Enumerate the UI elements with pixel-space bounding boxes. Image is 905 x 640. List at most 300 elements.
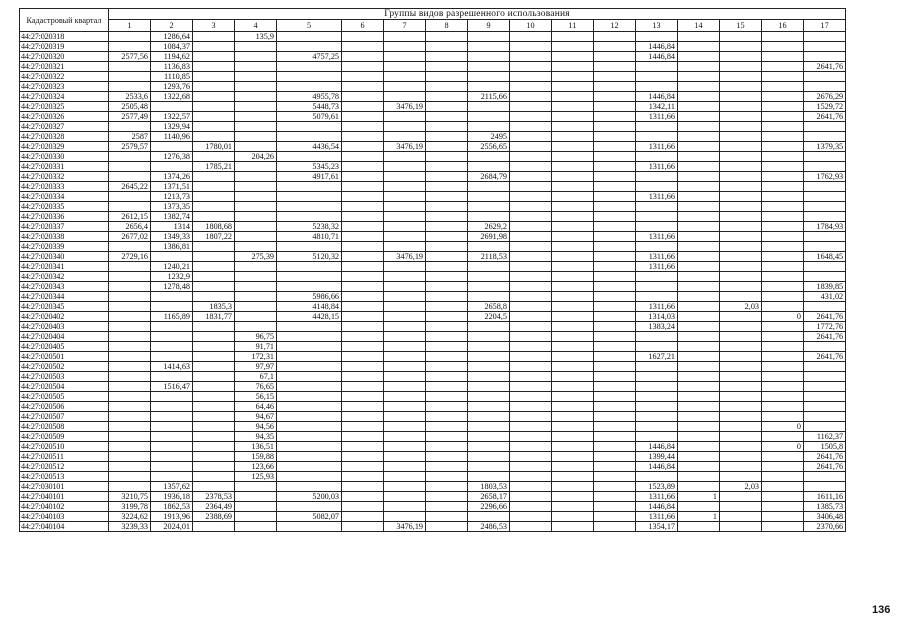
value-cell <box>109 402 151 412</box>
value-cell <box>636 202 678 212</box>
value-cell <box>678 192 720 202</box>
value-cell <box>277 352 342 362</box>
value-cell <box>678 262 720 272</box>
value-cell <box>235 42 277 52</box>
value-cell <box>678 402 720 412</box>
value-cell <box>426 162 468 172</box>
value-cell <box>552 252 594 262</box>
value-cell: 2677,02 <box>109 232 151 242</box>
value-cell <box>426 432 468 442</box>
value-cell <box>678 332 720 342</box>
value-cell: 4428,15 <box>277 312 342 322</box>
value-cell <box>594 352 636 362</box>
value-cell: 2486,53 <box>468 522 510 532</box>
value-cell <box>384 32 426 42</box>
value-cell <box>277 32 342 42</box>
value-cell <box>384 272 426 282</box>
value-cell <box>235 502 277 512</box>
value-cell <box>594 182 636 192</box>
value-cell <box>762 342 804 352</box>
value-cell <box>384 52 426 62</box>
value-cell <box>468 452 510 462</box>
value-cell <box>109 202 151 212</box>
value-cell <box>468 122 510 132</box>
value-cell: 5345,23 <box>277 162 342 172</box>
value-cell <box>678 122 720 132</box>
value-cell <box>720 372 762 382</box>
value-cell <box>426 522 468 532</box>
value-cell <box>720 392 762 402</box>
value-cell <box>109 422 151 432</box>
value-cell <box>762 152 804 162</box>
value-cell <box>636 432 678 442</box>
value-cell <box>762 362 804 372</box>
value-cell <box>552 132 594 142</box>
value-cell <box>594 82 636 92</box>
value-cell <box>235 62 277 72</box>
value-cell <box>109 62 151 72</box>
value-cell <box>384 122 426 132</box>
value-cell <box>235 262 277 272</box>
value-cell <box>720 162 762 172</box>
value-cell <box>109 452 151 462</box>
value-cell <box>193 152 235 162</box>
quarter-code: 44:27:040101 <box>20 492 109 502</box>
value-cell: 1311,66 <box>636 252 678 262</box>
value-cell <box>594 72 636 82</box>
value-cell <box>384 512 426 522</box>
value-cell: 5082,07 <box>277 512 342 522</box>
value-cell <box>109 372 151 382</box>
table-row <box>20 482 846 492</box>
value-cell: 2641,76 <box>804 462 846 472</box>
value-cell <box>468 512 510 522</box>
value-cell <box>510 232 552 242</box>
value-cell <box>804 202 846 212</box>
value-cell <box>636 152 678 162</box>
value-cell <box>384 482 426 492</box>
value-cell <box>678 412 720 422</box>
value-cell <box>235 482 277 492</box>
value-cell <box>384 442 426 452</box>
value-cell: 3406,48 <box>804 512 846 522</box>
value-cell <box>384 72 426 82</box>
value-cell <box>552 312 594 322</box>
value-cell <box>678 32 720 42</box>
value-cell <box>235 232 277 242</box>
quarter-code: 44:27:020333 <box>20 182 109 192</box>
value-cell <box>594 252 636 262</box>
value-cell <box>510 82 552 92</box>
value-cell <box>193 472 235 482</box>
value-cell <box>552 142 594 152</box>
value-cell <box>678 272 720 282</box>
value-cell <box>552 392 594 402</box>
value-cell <box>193 32 235 42</box>
value-cell <box>193 402 235 412</box>
value-cell <box>552 242 594 252</box>
quarter-code: 44:27:020340 <box>20 252 109 262</box>
value-cell: 2204,5 <box>468 312 510 322</box>
value-cell <box>235 52 277 62</box>
value-cell: 1342,11 <box>636 102 678 112</box>
value-cell <box>720 172 762 182</box>
value-cell <box>510 32 552 42</box>
value-cell <box>762 502 804 512</box>
table-row <box>20 452 846 462</box>
value-cell <box>468 462 510 472</box>
value-cell <box>193 282 235 292</box>
value-cell <box>552 352 594 362</box>
value-cell: 1084,37 <box>151 42 193 52</box>
value-cell <box>235 302 277 312</box>
value-cell <box>151 422 193 432</box>
value-cell: 1311,66 <box>636 302 678 312</box>
value-cell <box>762 332 804 342</box>
value-cell <box>109 412 151 422</box>
value-cell <box>193 522 235 532</box>
value-cell <box>235 492 277 502</box>
value-cell <box>426 422 468 432</box>
value-cell <box>552 332 594 342</box>
value-cell <box>552 422 594 432</box>
value-cell <box>468 282 510 292</box>
quarter-code: 44:27:020332 <box>20 172 109 182</box>
value-cell <box>510 172 552 182</box>
value-cell <box>678 522 720 532</box>
value-cell: 1293,76 <box>151 82 193 92</box>
value-cell <box>193 72 235 82</box>
value-cell <box>510 202 552 212</box>
value-cell: 3476,19 <box>384 522 426 532</box>
value-cell <box>678 162 720 172</box>
value-cell <box>594 162 636 172</box>
value-cell <box>193 332 235 342</box>
quarter-code: 44:27:020324 <box>20 92 109 102</box>
value-cell <box>594 152 636 162</box>
value-cell <box>720 512 762 522</box>
table-row <box>20 282 846 292</box>
value-cell <box>235 122 277 132</box>
quarter-code: 44:27:020402 <box>20 312 109 322</box>
value-cell: 1286,64 <box>151 32 193 42</box>
value-cell <box>636 372 678 382</box>
value-cell <box>468 72 510 82</box>
value-cell <box>678 442 720 452</box>
value-cell <box>384 422 426 432</box>
value-cell <box>552 502 594 512</box>
value-cell <box>384 452 426 462</box>
value-cell <box>235 102 277 112</box>
value-cell <box>426 72 468 82</box>
value-cell <box>277 212 342 222</box>
value-cell <box>720 442 762 452</box>
value-cell <box>720 52 762 62</box>
value-cell: 0 <box>762 312 804 322</box>
value-cell <box>235 522 277 532</box>
value-cell: 1311,66 <box>636 492 678 502</box>
value-cell <box>720 382 762 392</box>
value-cell <box>277 152 342 162</box>
value-cell <box>277 262 342 272</box>
value-cell <box>426 382 468 392</box>
value-cell: 1446,84 <box>636 52 678 62</box>
value-cell <box>762 292 804 302</box>
value-cell <box>426 392 468 402</box>
table-row <box>20 412 846 422</box>
value-cell <box>384 132 426 142</box>
value-cell <box>594 422 636 432</box>
value-cell: 1311,66 <box>636 512 678 522</box>
value-cell: 1839,85 <box>804 282 846 292</box>
value-cell <box>510 152 552 162</box>
value-cell <box>193 62 235 72</box>
value-cell: 1110,85 <box>151 72 193 82</box>
value-cell: 2533,6 <box>109 92 151 102</box>
value-cell <box>109 462 151 472</box>
value-cell <box>762 212 804 222</box>
value-cell <box>720 362 762 372</box>
value-cell: 2,03 <box>720 482 762 492</box>
value-cell <box>804 82 846 92</box>
value-cell: 5120,32 <box>277 252 342 262</box>
value-cell <box>193 452 235 462</box>
value-cell <box>193 442 235 452</box>
value-cell <box>804 42 846 52</box>
table-row <box>20 172 846 182</box>
value-cell <box>678 432 720 442</box>
value-cell: 1627,21 <box>636 352 678 362</box>
value-cell: 67,1 <box>235 372 277 382</box>
value-cell: 1831,77 <box>193 312 235 322</box>
value-cell <box>426 232 468 242</box>
value-cell <box>762 172 804 182</box>
table-row <box>20 202 846 212</box>
value-cell <box>342 342 384 352</box>
value-cell <box>720 242 762 252</box>
value-cell: 135,9 <box>235 32 277 42</box>
value-cell <box>636 82 678 92</box>
value-cell <box>762 262 804 272</box>
value-cell <box>762 242 804 252</box>
table-row <box>20 302 846 312</box>
value-cell <box>720 62 762 72</box>
value-cell <box>720 322 762 332</box>
quarter-code: 44:27:020513 <box>20 472 109 482</box>
value-cell <box>762 232 804 242</box>
value-cell <box>468 432 510 442</box>
value-cell <box>510 212 552 222</box>
value-cell <box>426 482 468 492</box>
value-cell: 1314 <box>151 222 193 232</box>
value-cell <box>193 122 235 132</box>
value-cell <box>510 442 552 452</box>
quarter-code: 44:27:020328 <box>20 132 109 142</box>
value-cell <box>804 152 846 162</box>
value-cell <box>235 202 277 212</box>
value-cell <box>342 492 384 502</box>
value-cell <box>678 172 720 182</box>
value-cell <box>384 182 426 192</box>
value-cell: 4148,84 <box>277 302 342 312</box>
table-row <box>20 312 846 322</box>
value-cell <box>277 202 342 212</box>
value-cell <box>193 432 235 442</box>
value-cell <box>468 202 510 212</box>
value-cell: 4757,25 <box>277 52 342 62</box>
value-cell <box>468 382 510 392</box>
value-cell <box>594 452 636 462</box>
value-cell: 2684,79 <box>468 172 510 182</box>
value-cell <box>636 382 678 392</box>
value-cell: 1446,84 <box>636 42 678 52</box>
quarter-code: 44:27:020343 <box>20 282 109 292</box>
value-cell: 1529,72 <box>804 102 846 112</box>
value-cell <box>594 212 636 222</box>
value-cell <box>109 442 151 452</box>
value-cell <box>804 212 846 222</box>
value-cell <box>235 132 277 142</box>
value-cell <box>636 392 678 402</box>
value-cell <box>193 252 235 262</box>
table-row <box>20 42 846 52</box>
value-cell: 2495 <box>468 132 510 142</box>
value-cell: 1213,73 <box>151 192 193 202</box>
quarter-code: 44:27:020501 <box>20 352 109 362</box>
value-cell <box>193 422 235 432</box>
quarter-code: 44:27:030101 <box>20 482 109 492</box>
value-cell <box>552 302 594 312</box>
value-cell: 123,66 <box>235 462 277 472</box>
value-cell: 3210,75 <box>109 492 151 502</box>
value-cell: 1523,89 <box>636 482 678 492</box>
value-cell <box>384 492 426 502</box>
value-cell <box>426 32 468 42</box>
value-cell: 1862,53 <box>151 502 193 512</box>
column-number: 9 <box>468 20 510 32</box>
value-cell <box>678 382 720 392</box>
value-cell <box>109 312 151 322</box>
value-cell: 1311,66 <box>636 232 678 242</box>
value-cell <box>426 62 468 72</box>
value-cell <box>720 72 762 82</box>
value-cell <box>426 142 468 152</box>
value-cell <box>510 372 552 382</box>
value-cell: 3239,33 <box>109 522 151 532</box>
value-cell <box>426 472 468 482</box>
value-cell <box>510 522 552 532</box>
value-cell: 94,35 <box>235 432 277 442</box>
value-cell: 1349,33 <box>151 232 193 242</box>
value-cell <box>426 502 468 512</box>
value-cell <box>384 392 426 402</box>
value-cell <box>720 222 762 232</box>
value-cell: 1648,45 <box>804 252 846 262</box>
value-cell <box>277 462 342 472</box>
table-row <box>20 162 846 172</box>
value-cell: 1322,57 <box>151 112 193 122</box>
value-cell: 1446,84 <box>636 502 678 512</box>
value-cell: 2641,76 <box>804 352 846 362</box>
value-cell <box>636 122 678 132</box>
value-cell <box>804 372 846 382</box>
value-cell <box>552 42 594 52</box>
value-cell: 1383,24 <box>636 322 678 332</box>
value-cell <box>804 32 846 42</box>
value-cell <box>384 262 426 272</box>
value-cell <box>426 172 468 182</box>
value-cell <box>235 512 277 522</box>
value-cell <box>384 202 426 212</box>
value-cell <box>342 222 384 232</box>
value-cell <box>426 102 468 112</box>
value-cell <box>109 162 151 172</box>
value-cell: 3476,19 <box>384 252 426 262</box>
value-cell: 2641,76 <box>804 312 846 322</box>
value-cell <box>342 352 384 362</box>
quarter-code: 44:27:020320 <box>20 52 109 62</box>
value-cell <box>720 352 762 362</box>
value-cell <box>762 402 804 412</box>
value-cell <box>762 392 804 402</box>
value-cell <box>678 482 720 492</box>
value-cell <box>594 232 636 242</box>
value-cell <box>678 232 720 242</box>
value-cell <box>193 482 235 492</box>
value-cell <box>594 332 636 342</box>
value-cell: 1785,21 <box>193 162 235 172</box>
value-cell <box>384 472 426 482</box>
value-cell <box>342 312 384 322</box>
value-cell <box>426 42 468 52</box>
value-cell <box>235 282 277 292</box>
table-row <box>20 192 846 202</box>
value-cell <box>678 362 720 372</box>
value-cell <box>552 192 594 202</box>
value-cell: 91,71 <box>235 342 277 352</box>
value-cell <box>342 432 384 442</box>
value-cell <box>678 72 720 82</box>
value-cell <box>720 212 762 222</box>
value-cell <box>552 82 594 92</box>
value-cell <box>636 472 678 482</box>
value-cell <box>277 182 342 192</box>
value-cell <box>426 212 468 222</box>
table-row <box>20 462 846 472</box>
column-number: 8 <box>426 20 468 32</box>
value-cell <box>468 402 510 412</box>
value-cell <box>720 472 762 482</box>
value-cell <box>277 422 342 432</box>
value-cell <box>510 112 552 122</box>
value-cell <box>510 502 552 512</box>
value-cell <box>468 52 510 62</box>
value-cell <box>109 72 151 82</box>
value-cell <box>235 212 277 222</box>
header-column-numbers <box>20 20 846 32</box>
table-row <box>20 372 846 382</box>
value-cell <box>552 32 594 42</box>
value-cell <box>151 302 193 312</box>
table-row <box>20 122 846 132</box>
value-cell: 1314,03 <box>636 312 678 322</box>
value-cell <box>594 472 636 482</box>
value-cell <box>384 222 426 232</box>
value-cell <box>235 272 277 282</box>
value-cell <box>426 92 468 102</box>
value-cell <box>235 322 277 332</box>
quarter-code: 44:27:020511 <box>20 452 109 462</box>
